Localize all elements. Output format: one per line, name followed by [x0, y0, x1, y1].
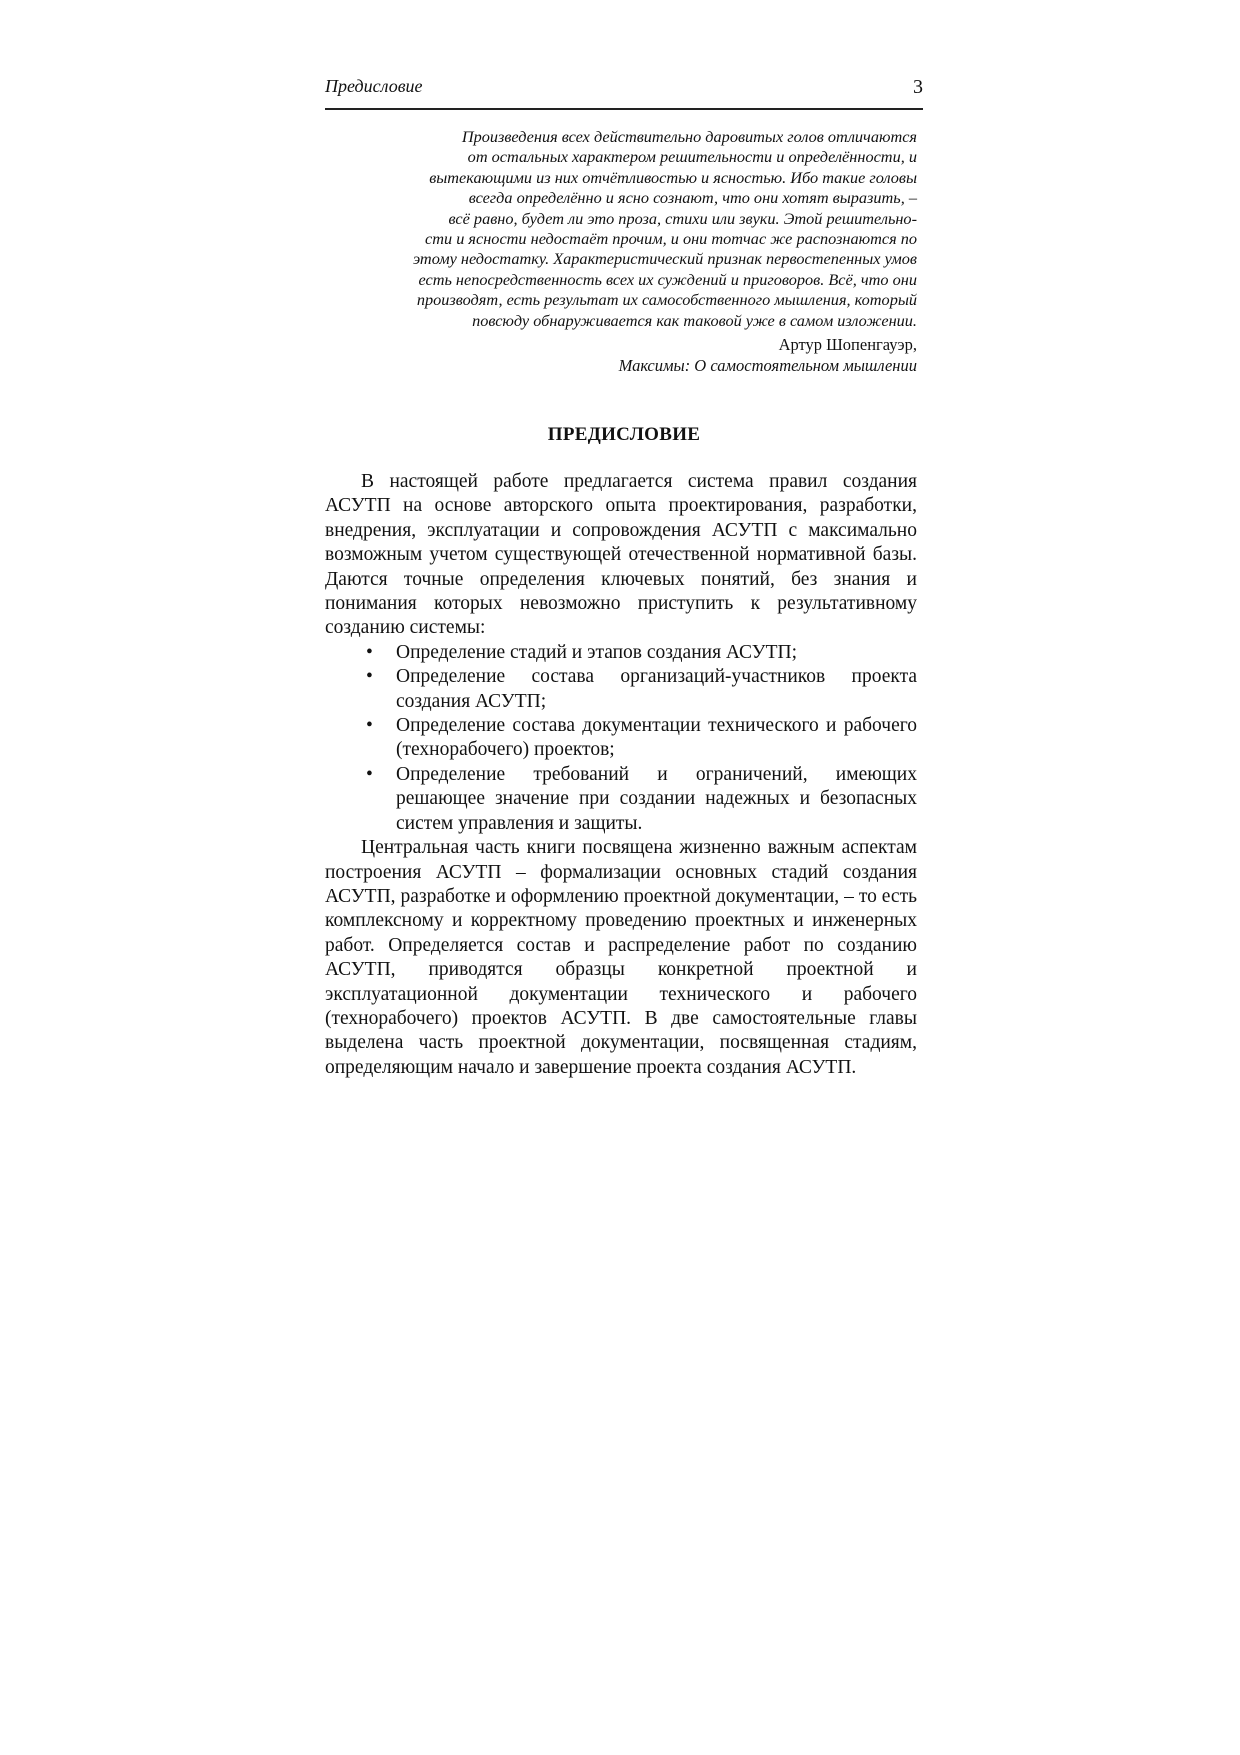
epigraph-line: этому недостатку. Характеристический признак первостепенных умов [412, 249, 917, 269]
epigraph-line: всегда определённо и ясно сознают, что они хотят выразить, – [468, 188, 917, 208]
bullet-marker: • [366, 763, 373, 785]
epigraph-line: производят, есть результат их самособственного мышления, который [416, 290, 917, 310]
list-item-text: Определение требований и ограничений, имеющих решающее значение при создании надежных и безопасных систем управления и защиты. [396, 763, 917, 834]
epigraph-author: Артур Шопенгауэр, [778, 335, 917, 354]
epigraph-source: Максимы: О самостоятельном мышлении [618, 356, 917, 375]
bullet-marker: • [366, 666, 373, 688]
epigraph-line: есть непосредственность всех их суждений и приговоров. Всё, что они [418, 269, 917, 289]
section-heading: ПРЕДИСЛОВИЕ [547, 424, 701, 445]
running-head-title: Предисловие [325, 76, 423, 96]
running-head [325, 76, 923, 110]
closing-paragraph: Центральная часть книги посвящена жизненно важным аспектам построения АСУТП – формализации основных стадий создания АСУТП, разработке и оформлению проектной документации, – то есть комплексному и корректному проведению проектных и инженерных работ. Определяется состав и распределение работ по созданию АСУТП, приводятся образцы конкретной проектной и эксплуатационной документации технического и рабочего (технорабочего) проектов АСУТП. В две самостоятельные главы выделена часть проектной документации, посвященная стадиям, определяющим начало и завершение проекта создания АСУТП. [325, 837, 917, 1078]
epigraph-line: Произведения всех действительно даровитых голов отличаются [461, 127, 917, 146]
bullet-list [325, 641, 917, 836]
list-item-text: Определение состава организаций-участников проекта создания АСУТП; [396, 666, 917, 712]
epigraph-line: от остальных характером решительности и определённости, и [467, 147, 917, 167]
epigraph-line: всё равно, будет ли это проза, стихи или звуки. Этой решительно- [448, 208, 917, 228]
page-number: 3 [913, 76, 923, 98]
list-item [325, 714, 917, 763]
list-item-text: Определение состава документации технического и рабочего (технорабочего) проектов; [396, 715, 917, 761]
epigraph-line: вытекающими из них отчётливостью и ясностью. Ибо такие головы [429, 167, 917, 187]
epigraph-attribution [325, 334, 917, 376]
epigraph [325, 127, 917, 331]
bullet-marker: • [366, 641, 373, 663]
intro-paragraph: В настоящей работе предлагается система правил создания АСУТП на основе авторского опыта проектирования, разработки, внедрения, эксплуатации и сопровождения АСУТП с максимально возможным учетом существующей отечественной нормативной базы. Даются точные определения ключевых понятий, без знания и понимания которых невозможно приступить к результативному созданию системы: [325, 471, 917, 639]
epigraph-line: повсюду обнаруживается как таковой уже в самом изложении. [472, 310, 917, 330]
body-text [325, 470, 917, 1080]
list-item-text: Определение стадий и этапов создания АСУТП; [396, 641, 797, 663]
bullet-marker: • [366, 715, 373, 737]
list-item [325, 665, 917, 714]
list-item [325, 641, 917, 665]
list-item [325, 763, 917, 836]
epigraph-line: сти и ясности недостаёт прочим, и они тотчас же распознаются по [425, 229, 917, 249]
